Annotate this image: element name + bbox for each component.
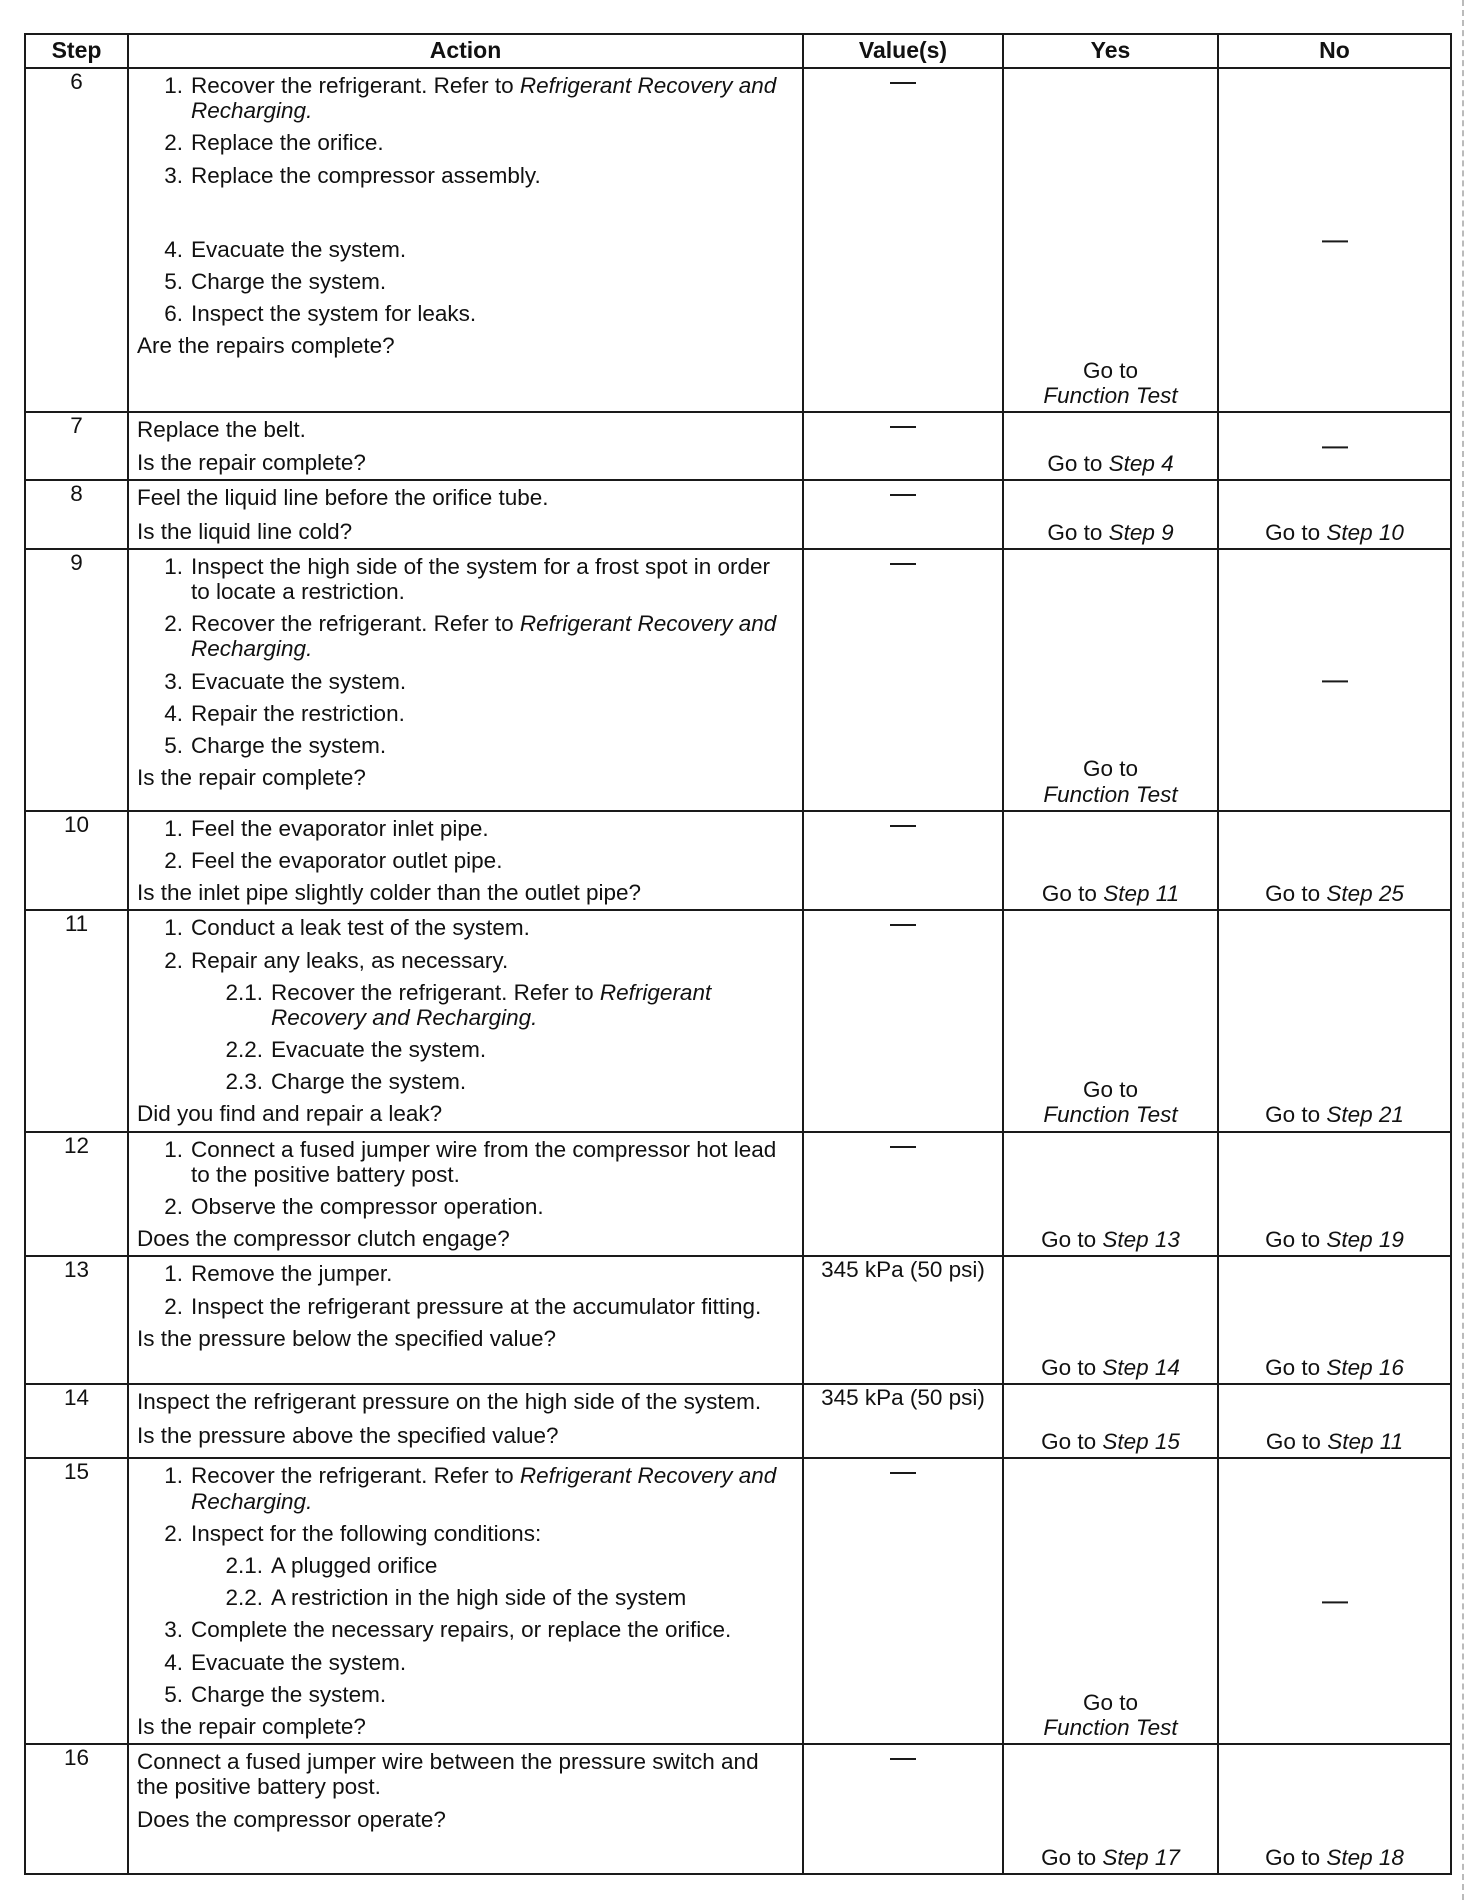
table-row [25, 1458, 1451, 1744]
yes-goto-label: Go to [1047, 451, 1109, 477]
action-step-item [137, 733, 792, 758]
yes-cell [1003, 549, 1218, 811]
step-item-text [191, 611, 792, 661]
yes-target-link[interactable]: Step 13 [1102, 1227, 1180, 1253]
no-target-link[interactable]: Step 21 [1326, 1102, 1404, 1128]
value-cell [803, 480, 1003, 548]
step-item-text [191, 1617, 792, 1642]
table-body [25, 68, 1451, 1874]
yes-target-link[interactable]: Function Test [1043, 382, 1178, 408]
table-row [25, 811, 1451, 911]
yes-target-link[interactable]: Step 4 [1108, 451, 1174, 477]
yes-cell [1003, 480, 1218, 548]
step-number: 16 [25, 1744, 128, 1874]
action-step-item [137, 237, 792, 262]
yes-target-link[interactable]: Step 11 [1103, 881, 1180, 907]
action-question: Are the repairs complete? [137, 333, 395, 359]
table-row [25, 549, 1451, 811]
value-cell [803, 1256, 1003, 1384]
step-item-number: 2.2. [225, 1585, 263, 1611]
step-item-number: 4. [164, 236, 183, 262]
step-item-number: 2.1. [225, 1552, 263, 1578]
action-step-item [137, 130, 792, 155]
header-row [25, 34, 1451, 68]
step-item-number: 3. [164, 1617, 183, 1643]
no-goto-label: Go to [1265, 1102, 1327, 1128]
step-item-text [191, 1682, 792, 1707]
value-dash [890, 825, 916, 827]
step-item-instruction: Inspect the system for leaks. [191, 301, 477, 327]
step-number: 13 [25, 1256, 128, 1384]
yes-goto-label: Go to [1082, 1689, 1139, 1715]
procedure-reference-link[interactable]: Refrigerant Recovery and Recharging. [191, 1463, 777, 1514]
no-goto-label: Go to [1265, 881, 1327, 907]
yes-target-link[interactable]: Step 15 [1102, 1429, 1180, 1455]
no-cell [1218, 910, 1451, 1131]
no-cell [1218, 480, 1451, 548]
action-step-item [137, 948, 792, 973]
no-cell [1218, 1132, 1451, 1257]
step-item-number: 2. [164, 947, 183, 973]
table-row [25, 910, 1451, 1131]
yes-cell [1003, 1256, 1218, 1384]
step-item-number: 2.1. [225, 979, 263, 1005]
step-item-number: 2.3. [225, 1069, 263, 1095]
yes-result [1004, 358, 1217, 408]
header-values: Value(s) [803, 34, 1003, 68]
step-item-instruction: Evacuate the system. [191, 668, 407, 694]
step-item-number: 5. [164, 732, 183, 758]
yes-goto-label: Go to [1082, 756, 1139, 782]
yes-result [1004, 1429, 1217, 1454]
step-item-text [191, 301, 792, 326]
action-question: Is the liquid line cold? [137, 518, 353, 544]
step-item-text [191, 269, 792, 294]
value-text: 345 kPa (50 psi) [821, 1385, 985, 1411]
action-cell [128, 811, 803, 911]
step-item-instruction: Charge the system. [271, 1069, 467, 1095]
yes-target-link[interactable]: Step 14 [1102, 1355, 1180, 1381]
yes-result [1004, 1355, 1217, 1380]
header-yes: Yes [1003, 34, 1218, 68]
step-item-number: 1. [164, 73, 183, 98]
yes-result [1004, 1845, 1217, 1870]
step-item-instruction: Observe the compressor operation. [191, 1194, 544, 1219]
action-question: Is the pressure below the specified value? [137, 1325, 556, 1351]
step-number: 12 [25, 1132, 128, 1257]
yes-goto-label: Go to [1041, 1355, 1103, 1381]
step-item-text [271, 1553, 792, 1578]
step-item-text [191, 1650, 792, 1675]
step-number: 8 [25, 480, 128, 548]
sub-step-item [137, 1069, 792, 1094]
step-item-text [191, 948, 792, 973]
no-dash [1322, 680, 1348, 682]
step-item-number: 1. [164, 1136, 183, 1162]
action-question: Is the repair complete? [137, 450, 366, 476]
step-number: 9 [25, 549, 128, 811]
action-step-item [137, 1521, 792, 1546]
step-item-instruction: Recover the refrigerant. Refer to [271, 979, 600, 1005]
header-no: No [1218, 34, 1451, 68]
value-cell [803, 412, 1003, 480]
step-item-text [191, 816, 792, 841]
action-step-item [137, 701, 792, 726]
step-item-text [191, 669, 792, 694]
yes-target-link[interactable]: Step 17 [1102, 1844, 1180, 1870]
step-item-number: 5. [164, 1681, 183, 1707]
action-cell [128, 910, 803, 1131]
no-result [1219, 1355, 1450, 1380]
step-item-instruction: Repair any leaks, as necessary. [191, 947, 509, 973]
table-row [25, 480, 1451, 548]
action-step-item [137, 269, 792, 294]
header-action: Action [128, 34, 803, 68]
step-item-number: 6. [164, 301, 183, 327]
action-step-item [137, 848, 792, 873]
step-item-number: 2. [164, 1293, 183, 1319]
table-row [25, 1384, 1451, 1458]
yes-result [1004, 1077, 1217, 1127]
procedure-reference-link[interactable]: Refrigerant Recovery and Recharging. [191, 611, 777, 662]
no-cell [1218, 1458, 1451, 1744]
step-item-text [271, 1037, 792, 1062]
step-item-number: 2. [164, 847, 183, 873]
step-item-text [271, 980, 792, 1030]
step-item-instruction: Replace the compressor assembly. [191, 162, 541, 188]
step-item-instruction: Repair the restriction. [191, 700, 405, 726]
action-step-item [137, 816, 792, 841]
step-item-instruction: Recover the refrigerant. Refer to [191, 611, 520, 637]
value-dash [890, 1146, 916, 1148]
step-item-number: 1. [164, 1261, 183, 1287]
yes-target-link[interactable]: Function Test [1043, 1102, 1178, 1128]
yes-cell [1003, 1744, 1218, 1874]
action-question: Did you find and repair a leak? [137, 1101, 443, 1127]
step-number: 14 [25, 1384, 128, 1458]
action-step-item [137, 1617, 792, 1642]
step-item-instruction: Conduct a leak test of the system. [191, 915, 530, 941]
step-item-number: 3. [164, 668, 183, 694]
no-cell [1218, 1744, 1451, 1874]
step-item-text [191, 73, 792, 123]
yes-target-link[interactable]: Function Test [1043, 781, 1178, 807]
step-item-number: 2. [164, 611, 183, 637]
step-item-instruction: Inspect the refrigerant pressure at the accumulator fitting. [191, 1293, 762, 1319]
yes-cell [1003, 811, 1218, 911]
action-step-item [137, 669, 792, 694]
step-item-text [191, 130, 792, 155]
action-step-item [137, 1194, 792, 1219]
step-item-instruction: Evacuate the system. [191, 236, 407, 262]
value-dash [890, 494, 916, 496]
step-item-number: 4. [164, 1649, 183, 1675]
no-cell [1218, 1384, 1451, 1458]
action-step-item [137, 73, 792, 123]
step-item-text [191, 701, 792, 726]
action-question: Does the compressor operate? [137, 1807, 446, 1833]
step-item-text [191, 1137, 792, 1187]
yes-goto-label: Go to [1041, 1429, 1103, 1455]
action-text: Replace the belt. [137, 417, 306, 442]
yes-cell [1003, 910, 1218, 1131]
action-cell [128, 1256, 803, 1384]
table-row [25, 1256, 1451, 1384]
step-item-number: 1. [164, 1463, 183, 1489]
no-dash [1322, 1602, 1348, 1604]
action-cell [128, 1132, 803, 1257]
step-item-instruction: Connect a fused jumper wire from the compressor hot lead to the positive battery post. [191, 1136, 777, 1187]
step-item-number: 4. [164, 700, 183, 726]
value-dash [890, 82, 916, 84]
no-cell [1218, 811, 1451, 911]
yes-goto-label: Go to [1041, 1227, 1103, 1253]
step-item-text [191, 848, 792, 873]
action-cell [128, 1384, 803, 1458]
no-cell [1218, 412, 1451, 480]
sub-step-item [137, 1553, 792, 1578]
yes-cell [1003, 68, 1218, 412]
step-item-text [271, 1585, 792, 1610]
action-step-item [137, 1650, 792, 1675]
yes-goto-label: Go to [1047, 519, 1109, 545]
value-dash [890, 1472, 916, 1474]
action-cell [128, 480, 803, 548]
no-goto-label: Go to [1265, 1227, 1327, 1253]
table-row [25, 68, 1451, 412]
step-item-text [191, 1463, 792, 1513]
yes-goto-label: Go to [1041, 1844, 1103, 1870]
step-item-text [191, 237, 792, 262]
step-item-number: 2. [164, 1194, 183, 1219]
step-number: 15 [25, 1458, 128, 1744]
step-item-text [191, 163, 792, 188]
yes-result [1004, 756, 1217, 806]
no-cell [1218, 1256, 1451, 1384]
step-item-instruction: Evacuate the system. [191, 1649, 407, 1675]
step-item-instruction: Inspect the high side of the system for a frost spot in order to locate a restriction. [191, 553, 771, 604]
action-cell [128, 1744, 803, 1874]
no-target-link[interactable]: Step 25 [1326, 881, 1404, 907]
action-text: Inspect the refrigerant pressure on the high side of the system. [137, 1389, 762, 1415]
action-cell [128, 412, 803, 480]
header-step: Step [25, 34, 128, 68]
action-question: Is the inlet pipe slightly colder than the outlet pipe? [137, 880, 642, 906]
no-dash [1322, 240, 1348, 242]
step-item-instruction: Charge the system. [191, 268, 387, 294]
step-item-number: 5. [164, 268, 183, 294]
step-item-number: 1. [164, 815, 183, 841]
yes-target-link[interactable]: Function Test [1043, 1714, 1178, 1740]
no-target-link[interactable]: Step 18 [1326, 1844, 1404, 1870]
yes-result [1004, 1690, 1217, 1740]
step-number: 6 [25, 68, 128, 412]
action-step-item [137, 1261, 792, 1286]
step-number: 7 [25, 412, 128, 480]
action-step-item [137, 1682, 792, 1707]
step-item-instruction: Recover the refrigerant. Refer to [191, 73, 520, 98]
sub-step-item [137, 1037, 792, 1062]
step-item-text [191, 1294, 792, 1319]
action-step-item [137, 554, 792, 604]
sub-step-item [137, 980, 792, 1030]
value-cell [803, 1458, 1003, 1744]
step-item-instruction: Remove the jumper. [191, 1261, 393, 1287]
yes-result [1004, 881, 1217, 906]
action-question: Is the pressure above the specified value? [137, 1422, 559, 1448]
step-item-instruction: Evacuate the system. [271, 1037, 487, 1063]
no-goto-label: Go to [1265, 1429, 1328, 1455]
no-dash [1322, 447, 1348, 449]
yes-cell [1003, 1132, 1218, 1257]
step-item-number: 1. [164, 915, 183, 941]
step-item-instruction: Inspect for the following conditions: [191, 1520, 542, 1546]
no-goto-label: Go to [1265, 1844, 1327, 1870]
yes-goto-label: Go to [1082, 357, 1139, 383]
action-cell [128, 1458, 803, 1744]
value-dash [890, 426, 916, 428]
no-target-link[interactable]: Step 11 [1327, 1429, 1404, 1455]
yes-cell [1003, 1458, 1218, 1744]
step-item-instruction: Replace the orifice. [191, 130, 384, 156]
action-text: Connect a fused jumper wire between the pressure switch and the positive battery post. [137, 1749, 759, 1800]
action-step-item [137, 915, 792, 940]
action-cell [128, 68, 803, 412]
action-question: Is the repair complete? [137, 1713, 366, 1739]
yes-result [1004, 451, 1217, 476]
step-item-instruction: Complete the necessary repairs, or replace the orifice. [191, 1617, 732, 1643]
action-cell [128, 549, 803, 811]
action-step-item [137, 1294, 792, 1319]
step-number: 10 [25, 811, 128, 911]
step-item-instruction: Charge the system. [191, 732, 387, 758]
no-result [1219, 1227, 1450, 1252]
yes-goto-label: Go to [1041, 881, 1104, 907]
step-item-instruction: A plugged orifice [271, 1552, 438, 1578]
step-item-number: 3. [164, 162, 183, 188]
step-item-text [191, 1521, 792, 1546]
step-item-text [191, 733, 792, 758]
diagnostic-table [24, 33, 1452, 1875]
page-margin-line [1462, 0, 1464, 1900]
action-step-item [137, 1463, 792, 1513]
value-cell [803, 1384, 1003, 1458]
no-target-link[interactable]: Step 16 [1326, 1355, 1404, 1381]
value-cell [803, 811, 1003, 911]
step-item-instruction: A restriction in the high side of the system [271, 1585, 687, 1611]
yes-cell [1003, 1384, 1218, 1458]
value-cell [803, 68, 1003, 412]
step-item-instruction: Recover the refrigerant. Refer to [191, 1463, 520, 1489]
no-goto-label: Go to [1265, 519, 1327, 545]
step-item-instruction: Charge the system. [191, 1681, 387, 1707]
value-cell [803, 1744, 1003, 1874]
action-question: Does the compressor clutch engage? [137, 1226, 510, 1252]
table-row [25, 1744, 1451, 1874]
yes-goto-label: Go to [1082, 1077, 1139, 1103]
value-cell [803, 1132, 1003, 1257]
no-target-link[interactable]: Step 19 [1326, 1227, 1404, 1253]
no-goto-label: Go to [1265, 1355, 1327, 1381]
value-dash [890, 563, 916, 565]
step-item-number: 2. [164, 130, 183, 156]
step-item-text [271, 1069, 792, 1094]
sub-step-item [137, 1585, 792, 1610]
value-dash [890, 1758, 916, 1760]
no-result [1219, 881, 1450, 906]
no-cell [1218, 549, 1451, 811]
step-item-number: 1. [164, 553, 183, 579]
yes-result [1004, 520, 1217, 545]
step-item-text [191, 915, 792, 940]
no-result [1219, 520, 1450, 545]
step-number: 11 [25, 910, 128, 1131]
step-item-instruction: Feel the evaporator inlet pipe. [191, 815, 489, 841]
value-cell [803, 549, 1003, 811]
procedure-reference-link[interactable]: Refrigerant Recovery and Recharging. [191, 73, 777, 124]
step-item-number: 2. [164, 1520, 183, 1546]
no-result [1219, 1429, 1450, 1454]
step-item-text [191, 1194, 792, 1219]
no-cell [1218, 68, 1451, 412]
action-text: Feel the liquid line before the orifice tube. [137, 485, 549, 511]
yes-result [1004, 1227, 1217, 1252]
no-target-link[interactable]: Step 10 [1326, 519, 1404, 545]
table-row [25, 1132, 1451, 1257]
action-step-item [137, 611, 792, 661]
step-item-number: 2.2. [225, 1037, 263, 1063]
action-step-item [137, 301, 792, 326]
step-item-text [191, 1261, 792, 1286]
no-result [1219, 1102, 1450, 1127]
yes-target-link[interactable]: Step 9 [1108, 519, 1174, 545]
value-dash [890, 924, 916, 926]
step-item-text [191, 554, 792, 604]
table-row [25, 412, 1451, 480]
action-question: Is the repair complete? [137, 765, 366, 791]
value-cell [803, 910, 1003, 1131]
action-step-item [137, 1137, 792, 1187]
no-result [1219, 1845, 1450, 1870]
yes-cell [1003, 412, 1218, 480]
procedure-reference-link[interactable]: Refrigerant Recovery and Recharging. [271, 979, 712, 1030]
action-step-item [137, 163, 792, 188]
value-text: 345 kPa (50 psi) [821, 1257, 985, 1283]
step-item-instruction: Feel the evaporator outlet pipe. [191, 847, 503, 873]
